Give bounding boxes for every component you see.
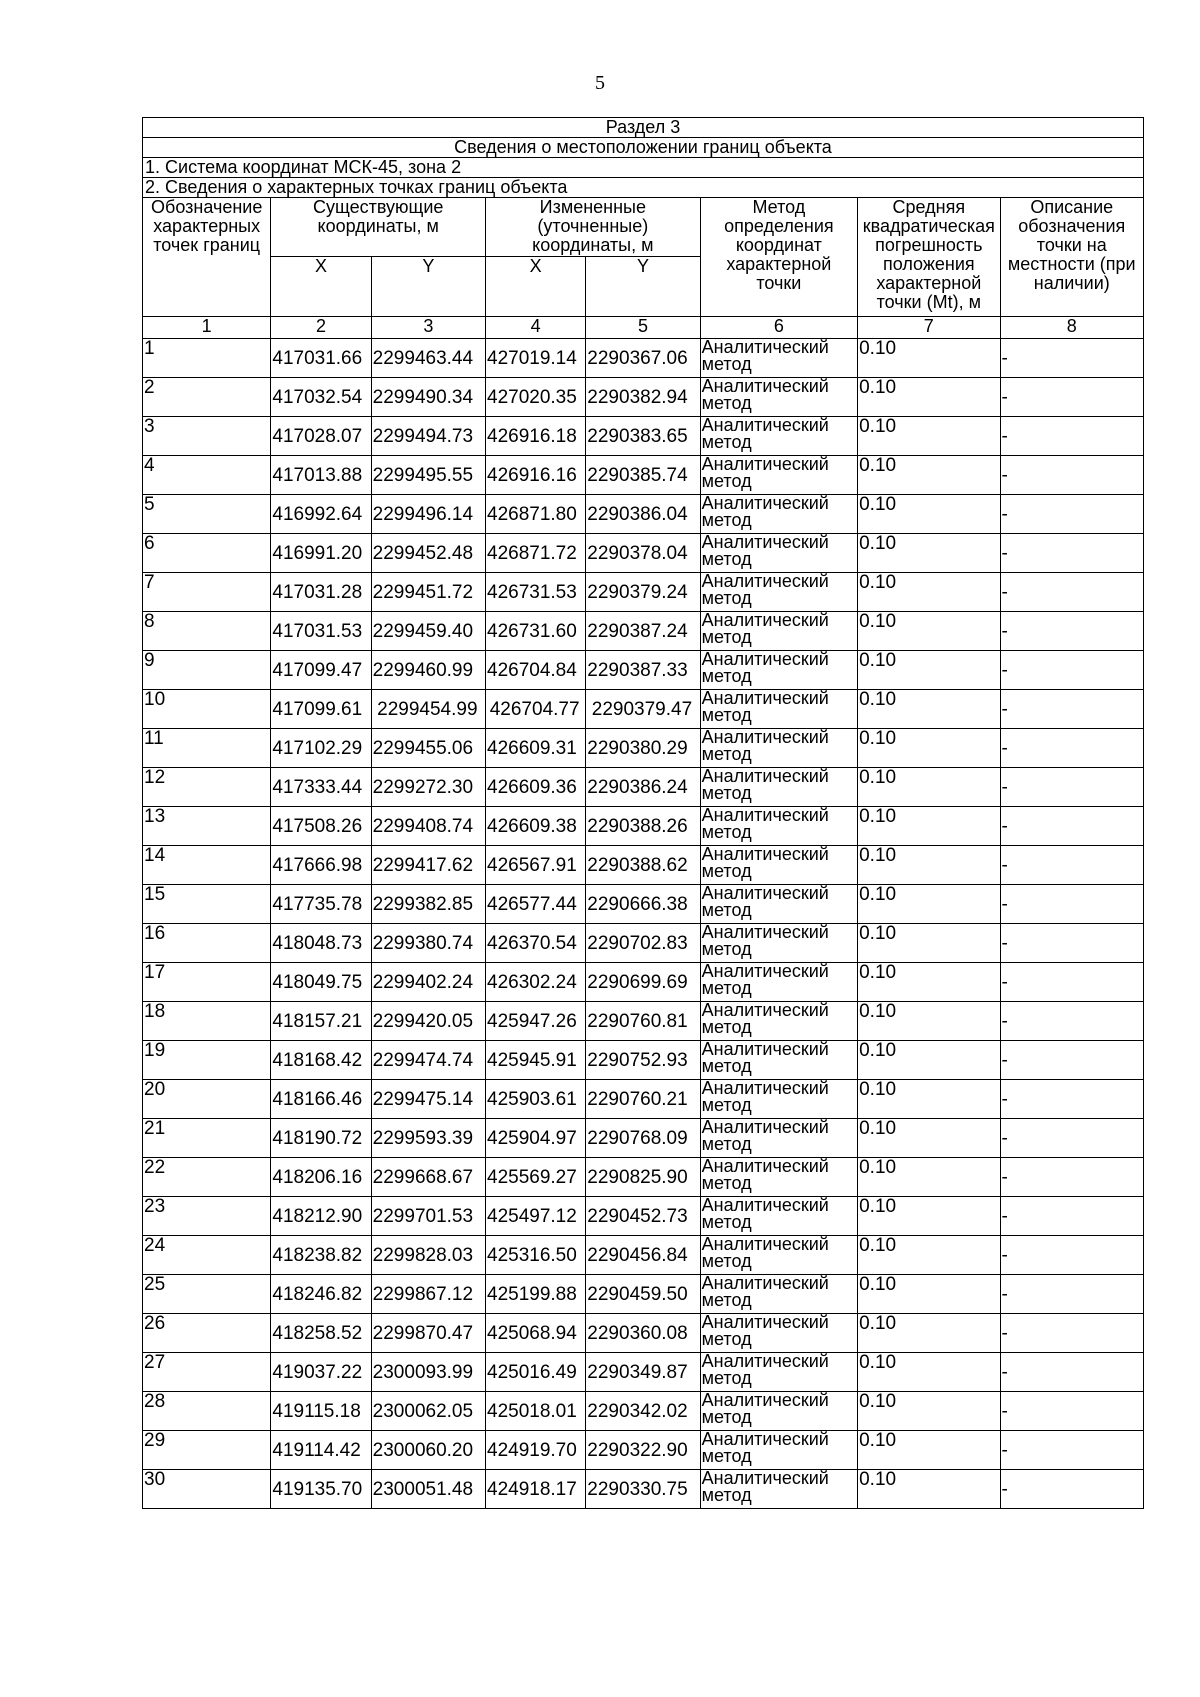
method: Аналитический метод bbox=[700, 1275, 857, 1314]
changed-y: 2290385.74 bbox=[586, 456, 700, 495]
method: Аналитический метод bbox=[700, 495, 857, 534]
existing-y: 2299490.34 bbox=[371, 378, 485, 417]
mt-error: 0.10 bbox=[858, 651, 1000, 690]
point-description: - bbox=[1000, 1275, 1143, 1314]
point-description: - bbox=[1000, 729, 1143, 768]
mt-error: 0.10 bbox=[858, 573, 1000, 612]
table-row bbox=[143, 339, 1144, 378]
method: Аналитический метод bbox=[700, 612, 857, 651]
existing-x: 417666.98 bbox=[271, 846, 371, 885]
changed-x: 426704.77 bbox=[486, 690, 586, 729]
point-description: - bbox=[1000, 963, 1143, 1002]
changed-x: 426916.16 bbox=[486, 456, 586, 495]
mt-error: 0.10 bbox=[858, 1197, 1000, 1236]
method: Аналитический метод bbox=[700, 651, 857, 690]
method: Аналитический метод bbox=[700, 846, 857, 885]
column-number: 3 bbox=[371, 317, 485, 339]
method: Аналитический метод bbox=[700, 1314, 857, 1353]
table-row bbox=[143, 1119, 1144, 1158]
coordinate-system: 1. Система координат МСК-45, зона 2 bbox=[143, 158, 1144, 178]
existing-y: 2299460.99 bbox=[371, 651, 485, 690]
existing-y: 2300051.48 bbox=[371, 1470, 485, 1509]
existing-y: 2300093.99 bbox=[371, 1353, 485, 1392]
changed-y: 2290752.93 bbox=[586, 1041, 700, 1080]
changed-y: 2290388.26 bbox=[586, 807, 700, 846]
method: Аналитический метод bbox=[700, 807, 857, 846]
point-number: 24 bbox=[143, 1236, 271, 1275]
existing-x: 419115.18 bbox=[271, 1392, 371, 1431]
existing-x: 417031.28 bbox=[271, 573, 371, 612]
existing-x: 419037.22 bbox=[271, 1353, 371, 1392]
header-description: Описание обозначения точки на местности (при наличии) bbox=[1000, 198, 1143, 317]
column-number: 1 bbox=[143, 317, 271, 339]
existing-y: 2299451.72 bbox=[371, 573, 485, 612]
mt-error: 0.10 bbox=[858, 378, 1000, 417]
existing-y: 2299495.55 bbox=[371, 456, 485, 495]
changed-y: 2290760.81 bbox=[586, 1002, 700, 1041]
method: Аналитический метод bbox=[700, 456, 857, 495]
table-row bbox=[143, 651, 1144, 690]
existing-x: 418246.82 bbox=[271, 1275, 371, 1314]
existing-x: 416991.20 bbox=[271, 534, 371, 573]
point-description: - bbox=[1000, 573, 1143, 612]
mt-error: 0.10 bbox=[858, 1080, 1000, 1119]
existing-y: 2299454.99 bbox=[371, 690, 485, 729]
changed-x: 425904.97 bbox=[486, 1119, 586, 1158]
changed-x: 426916.18 bbox=[486, 417, 586, 456]
existing-x: 419135.70 bbox=[271, 1470, 371, 1509]
table-row bbox=[143, 690, 1144, 729]
point-number: 16 bbox=[143, 924, 271, 963]
point-number: 9 bbox=[143, 651, 271, 690]
changed-x: 425903.61 bbox=[486, 1080, 586, 1119]
table-row bbox=[143, 768, 1144, 807]
point-description: - bbox=[1000, 1197, 1143, 1236]
existing-y: 2299459.40 bbox=[371, 612, 485, 651]
header-changed-x: X bbox=[486, 257, 586, 317]
changed-y: 2290702.83 bbox=[586, 924, 700, 963]
table-row bbox=[143, 729, 1144, 768]
existing-y: 2299475.14 bbox=[371, 1080, 485, 1119]
table-row bbox=[143, 807, 1144, 846]
point-number: 1 bbox=[143, 339, 271, 378]
changed-y: 2290459.50 bbox=[586, 1275, 700, 1314]
changed-x: 426609.38 bbox=[486, 807, 586, 846]
changed-y: 2290380.29 bbox=[586, 729, 700, 768]
existing-y: 2299474.74 bbox=[371, 1041, 485, 1080]
changed-x: 426370.54 bbox=[486, 924, 586, 963]
changed-y: 2290387.33 bbox=[586, 651, 700, 690]
header-existing-y: Y bbox=[371, 257, 485, 317]
header-method: Метод определения координат характерной точки bbox=[700, 198, 857, 317]
method: Аналитический метод bbox=[700, 924, 857, 963]
point-description: - bbox=[1000, 768, 1143, 807]
mt-error: 0.10 bbox=[858, 534, 1000, 573]
existing-x: 417099.61 bbox=[271, 690, 371, 729]
existing-x: 418206.16 bbox=[271, 1158, 371, 1197]
changed-x: 427020.35 bbox=[486, 378, 586, 417]
changed-y: 2290378.04 bbox=[586, 534, 700, 573]
mt-error: 0.10 bbox=[858, 1470, 1000, 1509]
header-existing-coords: Существующие координаты, м bbox=[271, 198, 486, 257]
changed-x: 426577.44 bbox=[486, 885, 586, 924]
table-row bbox=[143, 456, 1144, 495]
point-number: 23 bbox=[143, 1197, 271, 1236]
table-row bbox=[143, 1002, 1144, 1041]
existing-y: 2300062.05 bbox=[371, 1392, 485, 1431]
point-description: - bbox=[1000, 1392, 1143, 1431]
method: Аналитический метод bbox=[700, 885, 857, 924]
table-row bbox=[143, 1080, 1144, 1119]
header-existing-x: X bbox=[271, 257, 371, 317]
method: Аналитический метод bbox=[700, 1197, 857, 1236]
changed-y: 2290349.87 bbox=[586, 1353, 700, 1392]
existing-x: 417031.53 bbox=[271, 612, 371, 651]
point-description: - bbox=[1000, 924, 1143, 963]
changed-x: 424918.17 bbox=[486, 1470, 586, 1509]
point-number: 3 bbox=[143, 417, 271, 456]
column-number: 2 bbox=[271, 317, 371, 339]
table-row bbox=[143, 1236, 1144, 1275]
changed-y: 2290666.38 bbox=[586, 885, 700, 924]
changed-y: 2290456.84 bbox=[586, 1236, 700, 1275]
point-number: 27 bbox=[143, 1353, 271, 1392]
point-description: - bbox=[1000, 885, 1143, 924]
point-number: 2 bbox=[143, 378, 271, 417]
point-number: 22 bbox=[143, 1158, 271, 1197]
point-description: - bbox=[1000, 339, 1143, 378]
point-number: 21 bbox=[143, 1119, 271, 1158]
mt-error: 0.10 bbox=[858, 1158, 1000, 1197]
existing-y: 2299701.53 bbox=[371, 1197, 485, 1236]
changed-y: 2290367.06 bbox=[586, 339, 700, 378]
changed-x: 425947.26 bbox=[486, 1002, 586, 1041]
table-row bbox=[143, 885, 1144, 924]
point-description: - bbox=[1000, 417, 1143, 456]
changed-x: 425068.94 bbox=[486, 1314, 586, 1353]
table-row bbox=[143, 417, 1144, 456]
existing-x: 417099.47 bbox=[271, 651, 371, 690]
point-number: 12 bbox=[143, 768, 271, 807]
existing-y: 2299463.44 bbox=[371, 339, 485, 378]
changed-y: 2290388.62 bbox=[586, 846, 700, 885]
column-number: 4 bbox=[486, 317, 586, 339]
point-number: 30 bbox=[143, 1470, 271, 1509]
points-header: 2. Сведения о характерных точках границ объекта bbox=[143, 178, 1144, 198]
mt-error: 0.10 bbox=[858, 729, 1000, 768]
changed-y: 2290768.09 bbox=[586, 1119, 700, 1158]
mt-error: 0.10 bbox=[858, 1431, 1000, 1470]
method: Аналитический метод bbox=[700, 573, 857, 612]
point-description: - bbox=[1000, 1002, 1143, 1041]
existing-y: 2299867.12 bbox=[371, 1275, 485, 1314]
table-row bbox=[143, 846, 1144, 885]
mt-error: 0.10 bbox=[858, 1041, 1000, 1080]
existing-x: 417735.78 bbox=[271, 885, 371, 924]
method: Аналитический метод bbox=[700, 690, 857, 729]
changed-x: 425316.50 bbox=[486, 1236, 586, 1275]
method: Аналитический метод bbox=[700, 1470, 857, 1509]
point-description: - bbox=[1000, 1431, 1143, 1470]
changed-x: 426609.31 bbox=[486, 729, 586, 768]
point-description: - bbox=[1000, 495, 1143, 534]
column-number: 7 bbox=[858, 317, 1000, 339]
mt-error: 0.10 bbox=[858, 1002, 1000, 1041]
point-description: - bbox=[1000, 807, 1143, 846]
point-description: - bbox=[1000, 1314, 1143, 1353]
table-row bbox=[143, 534, 1144, 573]
point-description: - bbox=[1000, 1236, 1143, 1275]
changed-x: 424919.70 bbox=[486, 1431, 586, 1470]
column-numbers-row bbox=[143, 317, 1144, 339]
existing-y: 2300060.20 bbox=[371, 1431, 485, 1470]
existing-x: 417013.88 bbox=[271, 456, 371, 495]
mt-error: 0.10 bbox=[858, 807, 1000, 846]
point-description: - bbox=[1000, 1119, 1143, 1158]
method: Аналитический метод bbox=[700, 1236, 857, 1275]
changed-x: 427019.14 bbox=[486, 339, 586, 378]
changed-y: 2290322.90 bbox=[586, 1431, 700, 1470]
existing-y: 2299828.03 bbox=[371, 1236, 485, 1275]
table-row bbox=[143, 378, 1144, 417]
method: Аналитический метод bbox=[700, 339, 857, 378]
table-row bbox=[143, 1353, 1144, 1392]
point-number: 18 bbox=[143, 1002, 271, 1041]
header-changed-y: Y bbox=[586, 257, 700, 317]
mt-error: 0.10 bbox=[858, 1353, 1000, 1392]
existing-y: 2299870.47 bbox=[371, 1314, 485, 1353]
existing-y: 2299455.06 bbox=[371, 729, 485, 768]
existing-x: 417031.66 bbox=[271, 339, 371, 378]
section-title: Раздел 3 bbox=[143, 118, 1144, 138]
point-number: 17 bbox=[143, 963, 271, 1002]
mt-error: 0.10 bbox=[858, 456, 1000, 495]
table-row bbox=[143, 1431, 1144, 1470]
method: Аналитический метод bbox=[700, 729, 857, 768]
header-changed-coords: Измененные (уточненные) координаты, м bbox=[486, 198, 701, 257]
existing-x: 418166.46 bbox=[271, 1080, 371, 1119]
column-number: 8 bbox=[1000, 317, 1143, 339]
point-description: - bbox=[1000, 1080, 1143, 1119]
table-row bbox=[143, 1275, 1144, 1314]
table-row bbox=[143, 924, 1144, 963]
point-number: 15 bbox=[143, 885, 271, 924]
existing-x: 418048.73 bbox=[271, 924, 371, 963]
table-row bbox=[143, 573, 1144, 612]
changed-y: 2290383.65 bbox=[586, 417, 700, 456]
method: Аналитический метод bbox=[700, 1119, 857, 1158]
existing-x: 417508.26 bbox=[271, 807, 371, 846]
existing-y: 2299668.67 bbox=[371, 1158, 485, 1197]
table-row bbox=[143, 495, 1144, 534]
table-row bbox=[143, 1158, 1144, 1197]
changed-y: 2290386.24 bbox=[586, 768, 700, 807]
changed-x: 426731.53 bbox=[486, 573, 586, 612]
point-description: - bbox=[1000, 651, 1143, 690]
point-number: 25 bbox=[143, 1275, 271, 1314]
point-description: - bbox=[1000, 690, 1143, 729]
point-number: 5 bbox=[143, 495, 271, 534]
point-description: - bbox=[1000, 456, 1143, 495]
section-subtitle: Сведения о местоположении границ объекта bbox=[143, 138, 1144, 158]
changed-x: 425945.91 bbox=[486, 1041, 586, 1080]
existing-y: 2299496.14 bbox=[371, 495, 485, 534]
changed-y: 2290382.94 bbox=[586, 378, 700, 417]
point-description: - bbox=[1000, 1353, 1143, 1392]
existing-y: 2299593.39 bbox=[371, 1119, 485, 1158]
point-description: - bbox=[1000, 1470, 1143, 1509]
method: Аналитический метод bbox=[700, 534, 857, 573]
point-number: 4 bbox=[143, 456, 271, 495]
changed-x: 426731.60 bbox=[486, 612, 586, 651]
method: Аналитический метод bbox=[700, 1080, 857, 1119]
point-description: - bbox=[1000, 534, 1143, 573]
method: Аналитический метод bbox=[700, 1353, 857, 1392]
point-number: 19 bbox=[143, 1041, 271, 1080]
point-number: 28 bbox=[143, 1392, 271, 1431]
point-number: 7 bbox=[143, 573, 271, 612]
changed-x: 426567.91 bbox=[486, 846, 586, 885]
changed-y: 2290386.04 bbox=[586, 495, 700, 534]
existing-y: 2299382.85 bbox=[371, 885, 485, 924]
existing-y: 2299494.73 bbox=[371, 417, 485, 456]
existing-y: 2299380.74 bbox=[371, 924, 485, 963]
mt-error: 0.10 bbox=[858, 846, 1000, 885]
existing-x: 419114.42 bbox=[271, 1431, 371, 1470]
mt-error: 0.10 bbox=[858, 1275, 1000, 1314]
mt-error: 0.10 bbox=[858, 417, 1000, 456]
header-designation: Обозначение характерных точек границ bbox=[143, 198, 271, 317]
table-row bbox=[143, 1314, 1144, 1353]
changed-y: 2290360.08 bbox=[586, 1314, 700, 1353]
method: Аналитический метод bbox=[700, 1041, 857, 1080]
changed-x: 425018.01 bbox=[486, 1392, 586, 1431]
existing-x: 418049.75 bbox=[271, 963, 371, 1002]
mt-error: 0.10 bbox=[858, 690, 1000, 729]
existing-y: 2299272.30 bbox=[371, 768, 485, 807]
mt-error: 0.10 bbox=[858, 768, 1000, 807]
point-number: 26 bbox=[143, 1314, 271, 1353]
point-description: - bbox=[1000, 1158, 1143, 1197]
changed-y: 2290387.24 bbox=[586, 612, 700, 651]
header-error: Средняя квадратическая погрешность положения характерной точки (Mt), м bbox=[858, 198, 1000, 317]
method: Аналитический метод bbox=[700, 1002, 857, 1041]
mt-error: 0.10 bbox=[858, 1119, 1000, 1158]
column-number: 5 bbox=[586, 317, 700, 339]
method: Аналитический метод bbox=[700, 378, 857, 417]
point-number: 14 bbox=[143, 846, 271, 885]
point-description: - bbox=[1000, 1041, 1143, 1080]
column-number: 6 bbox=[700, 317, 857, 339]
point-number: 13 bbox=[143, 807, 271, 846]
method: Аналитический метод bbox=[700, 1158, 857, 1197]
changed-x: 426704.84 bbox=[486, 651, 586, 690]
mt-error: 0.10 bbox=[858, 963, 1000, 1002]
existing-x: 416992.64 bbox=[271, 495, 371, 534]
changed-x: 426302.24 bbox=[486, 963, 586, 1002]
changed-y: 2290699.69 bbox=[586, 963, 700, 1002]
page-number: 5 bbox=[595, 72, 605, 94]
method: Аналитический метод bbox=[700, 1392, 857, 1431]
mt-error: 0.10 bbox=[858, 1314, 1000, 1353]
existing-x: 418212.90 bbox=[271, 1197, 371, 1236]
changed-y: 2290379.47 bbox=[586, 690, 700, 729]
existing-y: 2299402.24 bbox=[371, 963, 485, 1002]
existing-x: 418168.42 bbox=[271, 1041, 371, 1080]
changed-x: 425569.27 bbox=[486, 1158, 586, 1197]
changed-x: 425497.12 bbox=[486, 1197, 586, 1236]
existing-y: 2299417.62 bbox=[371, 846, 485, 885]
existing-y: 2299408.74 bbox=[371, 807, 485, 846]
mt-error: 0.10 bbox=[858, 924, 1000, 963]
boundary-points-table bbox=[142, 117, 1144, 1509]
existing-x: 418190.72 bbox=[271, 1119, 371, 1158]
point-number: 8 bbox=[143, 612, 271, 651]
existing-x: 418238.82 bbox=[271, 1236, 371, 1275]
changed-y: 2290330.75 bbox=[586, 1470, 700, 1509]
point-number: 11 bbox=[143, 729, 271, 768]
method: Аналитический метод bbox=[700, 963, 857, 1002]
changed-x: 426871.72 bbox=[486, 534, 586, 573]
mt-error: 0.10 bbox=[858, 1392, 1000, 1431]
existing-x: 417028.07 bbox=[271, 417, 371, 456]
method: Аналитический метод bbox=[700, 768, 857, 807]
table-row bbox=[143, 612, 1144, 651]
mt-error: 0.10 bbox=[858, 339, 1000, 378]
mt-error: 0.10 bbox=[858, 885, 1000, 924]
changed-x: 426609.36 bbox=[486, 768, 586, 807]
point-description: - bbox=[1000, 612, 1143, 651]
point-description: - bbox=[1000, 846, 1143, 885]
existing-y: 2299452.48 bbox=[371, 534, 485, 573]
table-row bbox=[143, 1041, 1144, 1080]
mt-error: 0.10 bbox=[858, 495, 1000, 534]
table-row bbox=[143, 1392, 1144, 1431]
table-row bbox=[143, 1197, 1144, 1236]
mt-error: 0.10 bbox=[858, 1236, 1000, 1275]
existing-x: 418258.52 bbox=[271, 1314, 371, 1353]
table-row bbox=[143, 963, 1144, 1002]
changed-y: 2290379.24 bbox=[586, 573, 700, 612]
changed-y: 2290452.73 bbox=[586, 1197, 700, 1236]
changed-x: 425016.49 bbox=[486, 1353, 586, 1392]
point-number: 29 bbox=[143, 1431, 271, 1470]
point-number: 20 bbox=[143, 1080, 271, 1119]
changed-x: 425199.88 bbox=[486, 1275, 586, 1314]
existing-y: 2299420.05 bbox=[371, 1002, 485, 1041]
existing-x: 418157.21 bbox=[271, 1002, 371, 1041]
table-row bbox=[143, 1470, 1144, 1509]
existing-x: 417333.44 bbox=[271, 768, 371, 807]
point-number: 6 bbox=[143, 534, 271, 573]
existing-x: 417102.29 bbox=[271, 729, 371, 768]
point-description: - bbox=[1000, 378, 1143, 417]
point-number: 10 bbox=[143, 690, 271, 729]
changed-y: 2290342.02 bbox=[586, 1392, 700, 1431]
method: Аналитический метод bbox=[700, 1431, 857, 1470]
changed-y: 2290825.90 bbox=[586, 1158, 700, 1197]
existing-x: 417032.54 bbox=[271, 378, 371, 417]
mt-error: 0.10 bbox=[858, 612, 1000, 651]
method: Аналитический метод bbox=[700, 417, 857, 456]
changed-y: 2290760.21 bbox=[586, 1080, 700, 1119]
changed-x: 426871.80 bbox=[486, 495, 586, 534]
